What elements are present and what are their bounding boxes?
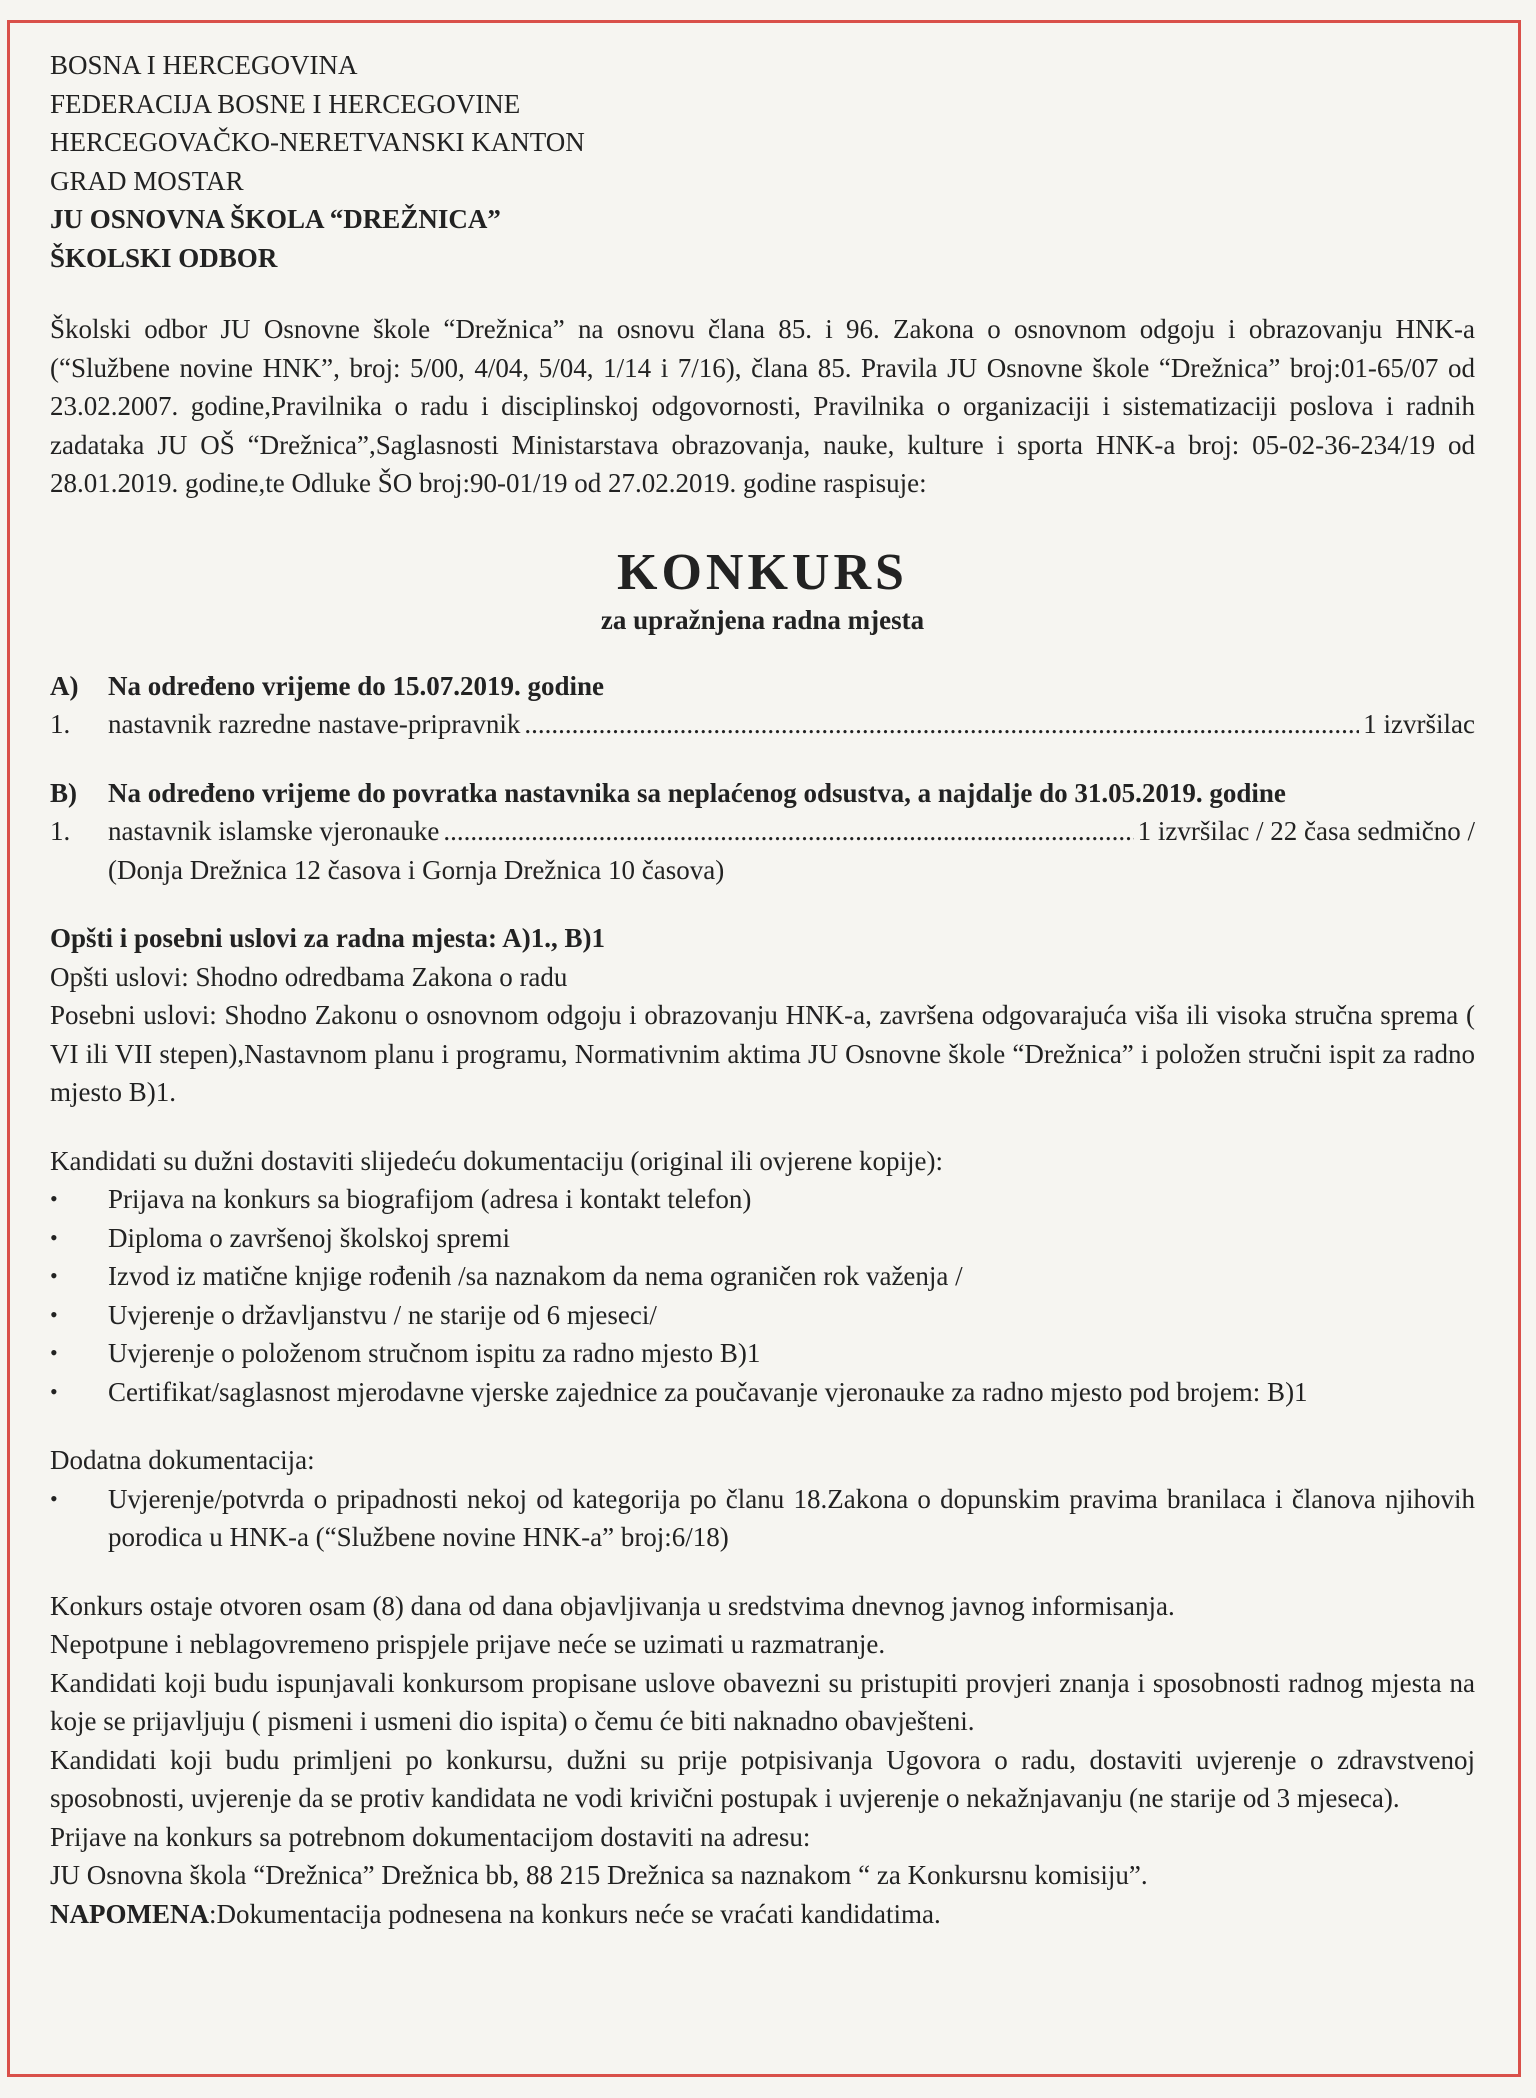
document-body [50, 46, 1475, 1933]
closing-address: JU Osnovna škola “Drežnica” Drežnica bb, 88 215 Drežnica sa naznakom “ za Konkursnu komisiju”. [50, 1860, 1148, 1890]
bullet-icon: • [50, 1224, 58, 1250]
documents-intro: Kandidati su dužni dostaviti slijedeću dokumentaciju (original ili ovjerene kopije): [50, 1145, 944, 1176]
position-quantity: 1 izvršilac / 22 časa sedmično / [1137, 816, 1475, 846]
position-row [50, 705, 1475, 744]
header-board: ŠKOLSKI ODBOR [50, 242, 278, 273]
section-a [50, 667, 1475, 744]
section-a-mark: A) [50, 670, 79, 701]
letterhead [50, 46, 1475, 277]
closing-section [50, 1587, 1475, 1934]
header-city: GRAD MOSTAR [50, 165, 244, 196]
section-a-heading [50, 667, 1475, 706]
list-item [50, 1480, 1475, 1557]
closing-hired-requirements: Kandidati koji budu primljeni po konkursu, dužni su prije potpisivanja Ugovora o radu, dostaviti uvjerenje o zdravstvenoj sposobnosti, uvjerenje da se protiv kandidata ne vodi krivični postupak i uvjerenje o nekažnjavanju (ne starije od 3 mjeseca). [50, 1744, 1475, 1813]
position-number: 1. [50, 816, 71, 846]
bullet-icon: • [50, 1263, 58, 1288]
list-item [50, 1180, 1475, 1219]
additional-list [50, 1480, 1475, 1557]
list-item-text: Certifikat/saglasnost mjerodavne vjerske zajednice za poučavanje vjeronauke za radno mjesto pod brojem: B)1 [108, 1376, 1308, 1407]
closing-open-period: Konkurs ostaje otvoren osam (8) dana od dana objavljivanja u sredstvima dnevnog javnog informisanja. [50, 1590, 1175, 1621]
intro-paragraph: Školski odbor JU Osnovne škole “Drežnica” na osnovu člana 85. i 96. Zakona o osnovnom odgoju i obrazovanju HNK-a (“Službene novine HNK”, broj: 5/00, 4/04, 5/04, 1/14 i 7/16), člana 85. Pravila JU Osnovne škole “Drežnica” broj:01-65/07 od 23.02.2007. godine,Pravilnika o radu i disciplinskoj odgovornosti, Pravilnika o organizaciji i sistematizaciji poslova i radnih zadataka JU OŠ “Drežnica”,Saglasnosti Ministarstava obrazovanja, nauke, kulture i sporta HNK-a broj: 05-02-36-234/19 od 28.01.2019. godine,te Odluke ŠO broj:90-01/19 od 27.02.2019. godine raspisuje: [50, 314, 1475, 498]
note-label: NAPOMENA [50, 1898, 209, 1929]
note-text: :Dokumentacija podnesena na konkurs neće se vraćati kandidatima. [208, 1898, 941, 1929]
list-item-text: Uvjerenje/potvrda o pripadnosti nekoj od kategorija po članu 18.Zakona o dopunskim pravima branilaca i članova njihovih porodica u HNK-a (“Službene novine HNK-a” broj:6/18) [108, 1483, 1475, 1552]
dot-leader [524, 705, 1359, 744]
position-name: nastavnik islamske vjeronauke [108, 816, 440, 846]
position-row [50, 812, 1475, 851]
position-number: 1. [50, 709, 71, 739]
bullet-icon: • [50, 1186, 58, 1211]
list-item-text: Izvod iz matične knjige rođenih /sa naznakom da nema ograničen rok važenja / [108, 1261, 963, 1291]
list-item [50, 1219, 1475, 1258]
header-entity: FEDERACIJA BOSNE I HERCEGOVINE [50, 88, 521, 119]
closing-testing: Kandidati koji budu ispunjavali konkursom propisane uslove obavezni su pristupiti provjeri znanja i sposobnosti radnog mjesta na koje se prijavljuju ( pismeni i usmeni dio ispita) o čemu će biti naknadno obavješteni. [50, 1667, 1475, 1736]
list-item [50, 1296, 1475, 1335]
section-b-heading [50, 774, 1475, 813]
bullet-icon: • [50, 1340, 58, 1365]
list-item-text: Uvjerenje o državljanstvu / ne starije od 6 mjeseci/ [108, 1299, 657, 1330]
bullet-icon: • [50, 1301, 58, 1327]
list-item-text: Diploma o završenoj školskoj spremi [108, 1222, 510, 1253]
general-conditions: Opšti uslovi: Shodno odredbama Zakona o radu [50, 961, 568, 992]
additional-section [50, 1441, 1475, 1557]
additional-intro: Dodatna dokumentacija: [50, 1445, 315, 1475]
position-quantity: 1 izvršilac [1363, 709, 1475, 739]
conditions-section [50, 919, 1475, 1112]
header-country: BOSNA I HERCEGOVINA [50, 50, 358, 80]
documents-list [50, 1180, 1475, 1411]
position-name: nastavnik razredne nastave-pripravnik [108, 709, 521, 739]
bullet-icon: • [50, 1378, 58, 1404]
document-subtitle: za upražnjena radna mjesta [600, 604, 925, 635]
document-title: KONKURS [617, 543, 908, 601]
section-a-title: Na određeno vrijeme do 15.07.2019. godine [108, 670, 604, 701]
section-b [50, 774, 1475, 890]
closing-incomplete: Nepotpune i neblagovremeno prispjele prijave neće se uzimati u razmatranje. [50, 1629, 886, 1659]
closing-submit: Prijave na konkurs sa potrebnom dokumentacijom dostaviti na adresu: [50, 1821, 811, 1852]
header-school: JU OSNOVNA ŠKOLA “DREŽNICA” [50, 204, 501, 234]
section-b-title: Na određeno vrijeme do povratka nastavnika sa neplaćenog odsustva, a najdalje do 31.05.2019. godine [108, 777, 1286, 808]
section-b-mark: B) [50, 777, 77, 808]
dot-leader [443, 812, 1133, 851]
bullet-icon: • [50, 1485, 58, 1511]
documents-section [50, 1142, 1475, 1412]
closing-note [50, 1895, 1475, 1934]
list-item-text: Prijava na konkurs sa biografijom (adresa i kontakt telefon) [108, 1184, 752, 1214]
list-item [50, 1334, 1475, 1373]
list-item [50, 1373, 1475, 1412]
special-conditions: Posebni uslovi: Shodno Zakonu o osnovnom odgoju i obrazovanju HNK-a, završena odgovarajuća viša ili visoka stručna sprema ( VI ili VII stepen),Nastavnom planu i programu, Normativnim aktima JU Osnovne škole “Drežnica” i položen stručni ispit za radno mjesto B)1. [50, 1000, 1475, 1107]
list-item-text: Uvjerenje o položenom stručnom ispitu za radno mjesto B)1 [108, 1338, 761, 1368]
list-item [50, 1257, 1475, 1296]
header-canton: HERCEGOVAČKO-NERETVANSKI KANTON [50, 127, 585, 157]
conditions-heading: Opšti i posebni uslovi za radna mjesta: A)1., B)1 [50, 923, 606, 953]
position-note: (Donja Drežnica 12 časova i Gornja Drežnica 10 časova) [108, 854, 725, 885]
